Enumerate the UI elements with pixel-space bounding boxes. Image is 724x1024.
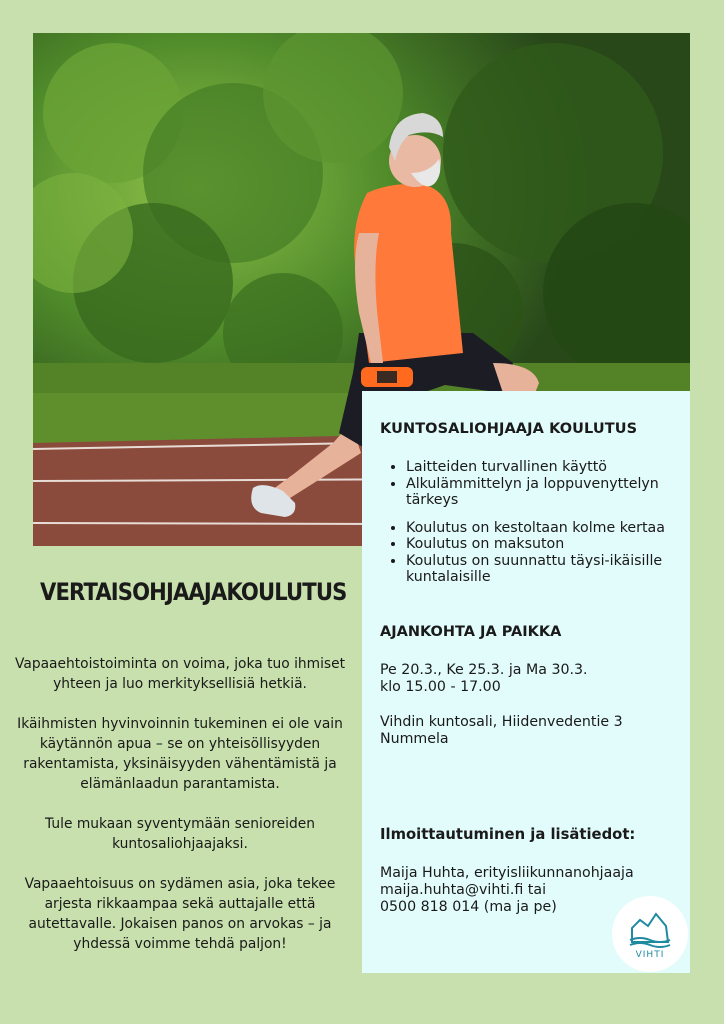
paragraph: Vapaaehtoisuus on sydämen asia, joka tekee arjesta rikkaampaa sekä auttajalle että autettavalle. Jokaisen panos on arvokas – ja yhdessä voimme tehdä paljon! xyxy=(24,876,336,952)
intro-text xyxy=(12,654,348,974)
venue-text: Vihdin kuntosali, Hiidenvedentie 3 xyxy=(380,713,623,730)
logo-text: VIHTI xyxy=(635,950,665,960)
list-item: • Koulutus on kestoltaan kolme kertaa xyxy=(406,520,674,537)
time-place-heading: AJANKOHTA JA PAIKKA xyxy=(380,623,562,640)
list-item: • Koulutus on suunnattu täysi-ikäisille kuntalaisille xyxy=(406,553,674,586)
contact-name: Maija Huhta, erityisliikunnanohjaaja xyxy=(380,864,634,881)
city-text: Nummela xyxy=(380,730,449,747)
course-title: KUNTOSALIOHJAAJA KOULUTUS xyxy=(380,421,638,437)
paragraph: Ikäihmisten hyvinvoinnin tukeminen ei ole vain käytännön apua – se on yhteisöllisyyden rakentamista, yksinäisyyden vähentämistä ja elämänlaadun parantamista. xyxy=(17,716,343,792)
vihti-logo-icon xyxy=(612,896,688,972)
time-text: klo 15.00 - 17.00 xyxy=(380,678,501,695)
registration-heading: Ilmoittautuminen ja lisätiedot: xyxy=(380,825,636,843)
contact-phone: 0500 818 014 (ma ja pe) xyxy=(380,898,557,915)
dates-text: Pe 20.3., Ke 25.3. ja Ma 30.3. xyxy=(380,661,588,678)
list-item: • Koulutus on maksuton xyxy=(406,536,674,553)
list-item: • Alkulämmittelyn ja loppuvenyttelyn tärkeys xyxy=(406,476,674,509)
paragraph: Tule mukaan syventymään senioreiden kuntosaliohjaajaksi. xyxy=(45,816,315,852)
contact-email: maija.huhta@vihti.fi tai xyxy=(380,881,547,898)
list-item: • Laitteiden turvallinen käyttö xyxy=(406,459,674,476)
course-info-panel xyxy=(362,391,690,973)
topics-list xyxy=(380,459,674,509)
paragraph: Vapaaehtoistoiminta on voima, joka tuo ihmiset yhteen ja luo merkityksellisiä hetkiä. xyxy=(15,656,345,692)
course-details-list xyxy=(380,520,674,586)
vihti-logo xyxy=(612,896,688,972)
page-title: VERTAISOHJAAJAKOULUTUS xyxy=(40,578,347,606)
